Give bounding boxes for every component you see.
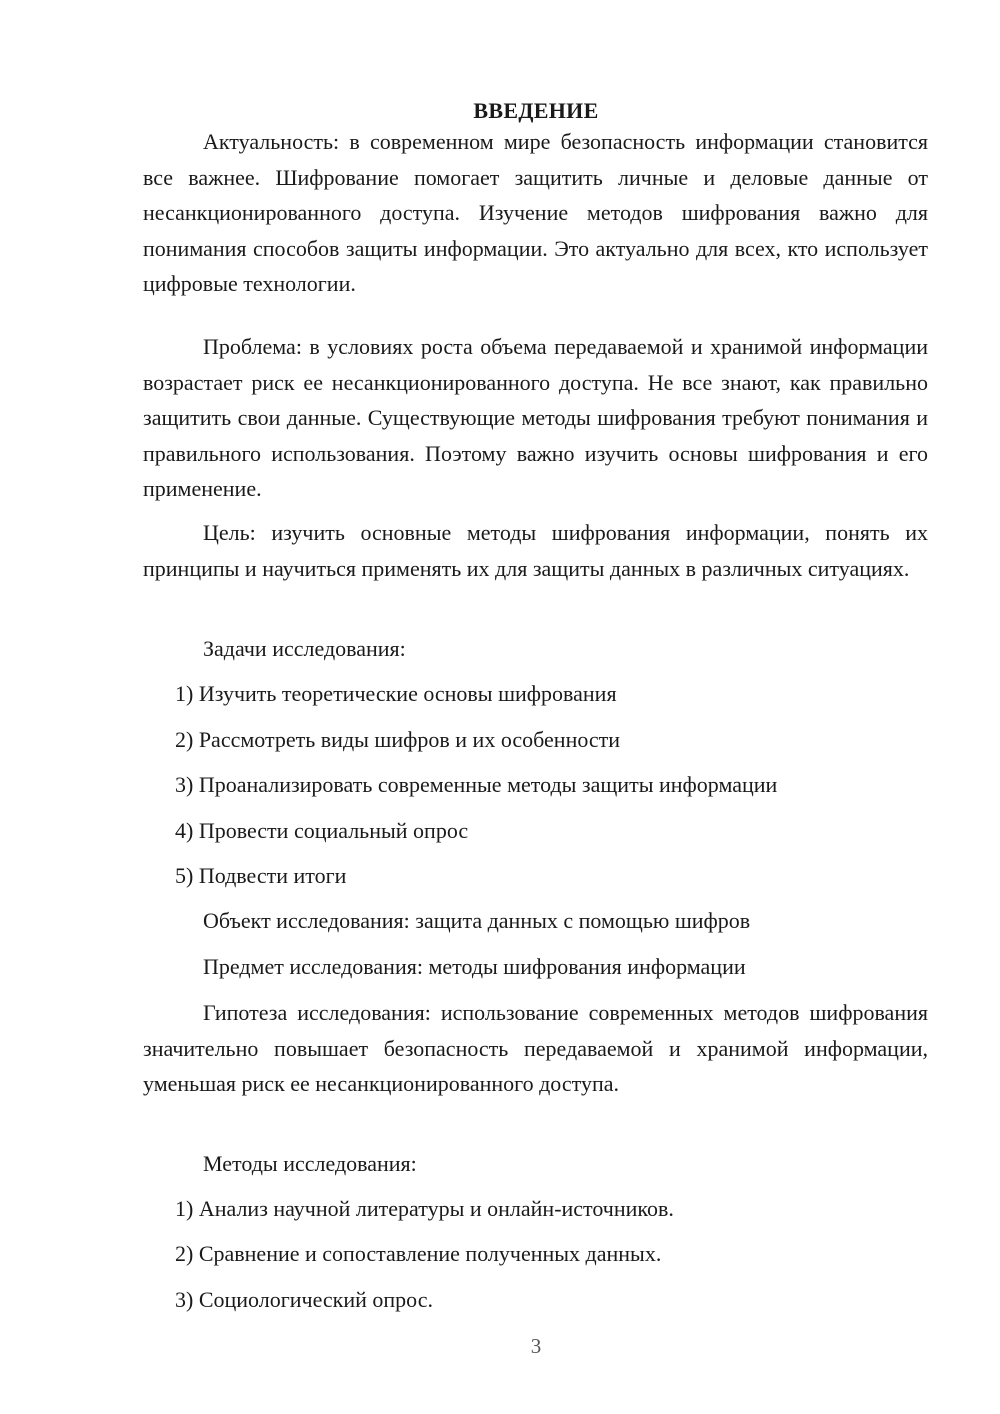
hypothesis-paragraph: Гипотеза исследования: использование современных методов шифрования значительно повышает безопасность передаваемой и хранимой информации, уменьшая риск ее несанкционированного доступа.	[143, 1000, 928, 1096]
research-subject: Предмет исследования: методы шифрования информации	[203, 954, 746, 979]
research-object: Объект исследования: защита данных с помощью шифров	[203, 908, 751, 933]
method-item: 1) Анализ научной литературы и онлайн-источников.	[175, 1196, 674, 1221]
task-item: 2) Рассмотреть виды шифров и их особенности	[175, 727, 621, 752]
task-item: 3) Проанализировать современные методы защиты информации	[175, 772, 778, 797]
task-item: 4) Провести социальный опрос	[175, 818, 469, 843]
page-number: 3	[530, 1334, 542, 1358]
task-item: 5) Подвести итоги	[175, 863, 347, 888]
relevance-paragraph: Актуальность: в современном мире безопасность информации становится все важнее. Шифрование помогает защитить личные и деловые данные от несанкционированного доступа. Изучение методов шифрования важно для понимания способов защиты информации. Это актуально для всех, кто использует цифровые технологии.	[143, 129, 928, 296]
method-item: 3) Социологический опрос.	[175, 1287, 433, 1312]
method-item: 2) Сравнение и сопоставление полученных данных.	[175, 1241, 662, 1266]
methods-label: Методы исследования:	[203, 1151, 417, 1176]
tasks-label: Задачи исследования:	[203, 636, 406, 661]
task-item: 1) Изучить теоретические основы шифрования	[175, 681, 617, 706]
problem-paragraph: Проблема: в условиях роста объема передаваемой и хранимой информации возрастает риск ее несанкционированного доступа. Не все знают, как правильно защитить свои данные. Существующие методы шифрования требуют понимания и правильного использования. Поэтому важно изучить основы шифрования и его применение.	[143, 334, 928, 501]
section-heading: ВВЕДЕНИЕ	[473, 98, 599, 123]
goal-paragraph: Цель: изучить основные методы шифрования информации, понять их принципы и научиться применять их для защиты данных в различных ситуациях.	[143, 520, 928, 581]
